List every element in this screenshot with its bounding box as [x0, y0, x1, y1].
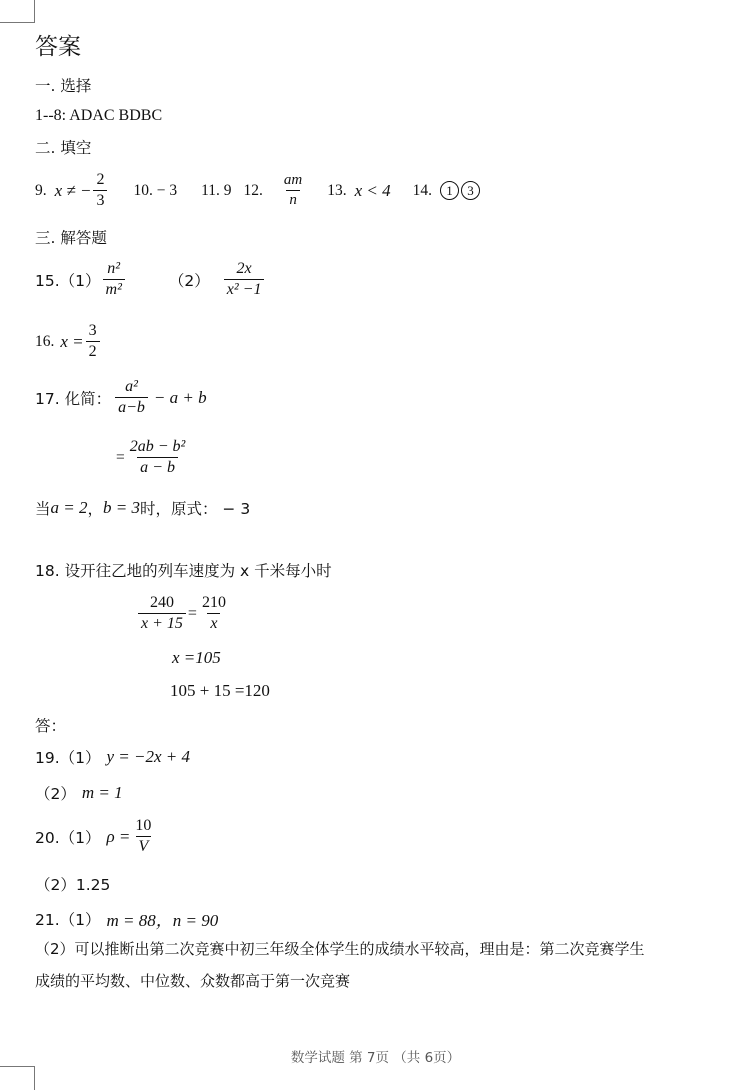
- q18-solution: x =105: [172, 648, 221, 667]
- q17-step-fraction: [127, 438, 189, 478]
- q12-label: 12.: [243, 181, 263, 199]
- q20-fraction: [132, 817, 154, 857]
- q9-denominator: 3: [93, 190, 107, 210]
- q16-numerator: 3: [88, 322, 97, 339]
- q19-label2: （2）: [35, 785, 76, 803]
- q15-part1-numerator: n²: [107, 260, 121, 277]
- q18-equation-row: [136, 594, 231, 634]
- q21-expr: m = 88，n = 90: [106, 911, 219, 930]
- q19-expr2: m = 1: [81, 783, 123, 802]
- q16-denominator: 2: [86, 341, 100, 361]
- q18-left-fraction: [138, 594, 186, 634]
- q10-answer: 10. − 3: [133, 181, 178, 199]
- section-choice: 一. 选择: [35, 77, 92, 95]
- q21-part2-line1: （2）可以推断出第二次竞赛中初三年级全体学生的成绩水平较高，理由是：第二次竞赛学生: [35, 940, 645, 958]
- q19-row1: [35, 746, 190, 768]
- q17-step-row: [116, 438, 190, 478]
- q18-right-numerator: 210: [201, 594, 226, 611]
- q18-right-fraction: [199, 594, 229, 634]
- q19-expr: y = −2x + 4: [106, 747, 191, 766]
- q16-row: [35, 322, 102, 362]
- q14-label: 14.: [412, 181, 433, 199]
- q17-label: 17. 化简：: [35, 389, 112, 408]
- q17-row: [35, 378, 207, 418]
- page-footer: 数学试题 第 7页 （共 6页）: [290, 1050, 461, 1066]
- q15-part2-denominator: x² −1: [224, 279, 265, 299]
- q12-fraction: [281, 172, 305, 210]
- q20-numerator: 10: [135, 817, 152, 834]
- q16-lhs: x =: [60, 331, 84, 351]
- q17-step-denominator: a − b: [137, 457, 178, 477]
- q21-row1: [35, 906, 218, 931]
- q17-result-suffix: 时，原式： − 3: [140, 500, 251, 518]
- q15-part2-fraction: [224, 260, 265, 300]
- q19-row2: [35, 782, 123, 804]
- q9-lhs: x ≠ −: [54, 180, 92, 200]
- q17-result: [35, 497, 250, 519]
- q17-fraction: [115, 378, 148, 418]
- q15-part2-numerator: 2x: [236, 260, 252, 277]
- q18-label: 18. 设开往乙地的列车速度为 x 千米每小时: [35, 562, 332, 580]
- q21-label: 21.（1）: [35, 910, 101, 929]
- page-title: 答案: [35, 34, 81, 60]
- q18-right-denominator: x: [207, 613, 220, 633]
- q13-label: 13.: [327, 181, 347, 199]
- q17-result-mid: ，: [87, 500, 104, 518]
- crop-mark-top: [34, 0, 35, 22]
- q20-label: 20.（1）: [35, 828, 101, 847]
- q15-row: [35, 260, 266, 300]
- q17-rest: − a + b: [153, 387, 207, 407]
- q19-label: 19.（1）: [35, 749, 101, 767]
- q14-circled-3: 3: [461, 181, 480, 200]
- q18-left-denominator: x + 15: [138, 613, 186, 633]
- q9-fraction: [93, 171, 107, 211]
- q17-denominator: a−b: [115, 397, 148, 417]
- q15-part1-fraction: [103, 260, 125, 300]
- q18-left-numerator: 240: [149, 594, 174, 611]
- crop-mark-top-h: [0, 22, 35, 23]
- q11-answer: 11. 9: [201, 181, 232, 199]
- q15-part1-denominator: m²: [103, 279, 125, 299]
- q18-answer: 答：: [35, 717, 67, 735]
- q16-fraction: [86, 322, 100, 362]
- q20-lhs: ρ =: [106, 826, 131, 846]
- q17-numerator: a²: [125, 378, 138, 395]
- q20-denominator: V: [136, 836, 152, 856]
- q13-expr: x < 4: [354, 180, 391, 200]
- fill-row: [35, 171, 480, 211]
- q17-result-prefix: 当: [35, 500, 51, 518]
- crop-mark-bottom: [34, 1066, 35, 1090]
- q9-numerator: 2: [96, 171, 105, 188]
- q16-label: 16.: [35, 332, 55, 350]
- q12-numerator: am: [283, 172, 303, 189]
- q17-equals: =: [116, 448, 125, 466]
- q18-sum: 105 + 15 =120: [170, 681, 270, 700]
- q21-part2-line2: 成绩的平均数、中位数、众数都高于第一次竞赛: [35, 972, 351, 990]
- q14-circled-1: 1: [440, 181, 459, 200]
- q17-step-numerator: 2ab − b²: [129, 438, 186, 455]
- q9-label: 9.: [35, 181, 47, 199]
- section-solve: 三. 解答题: [35, 229, 107, 247]
- choice-answers: 1--8: ADAC BDBC: [35, 107, 163, 124]
- q20-part2: （2）1.25: [35, 876, 111, 894]
- q20-row1: [35, 817, 156, 857]
- crop-mark-bottom-h: [0, 1066, 35, 1067]
- q18-equals: =: [187, 604, 197, 622]
- q17-result-b: b = 3: [103, 498, 140, 517]
- q12-denominator: n: [286, 190, 300, 209]
- q15-label: 15.（1）: [35, 271, 101, 290]
- section-fill: 二. 填空: [35, 139, 92, 157]
- q17-result-a: a = 2: [50, 498, 88, 517]
- q15-label2: （2）: [168, 271, 210, 290]
